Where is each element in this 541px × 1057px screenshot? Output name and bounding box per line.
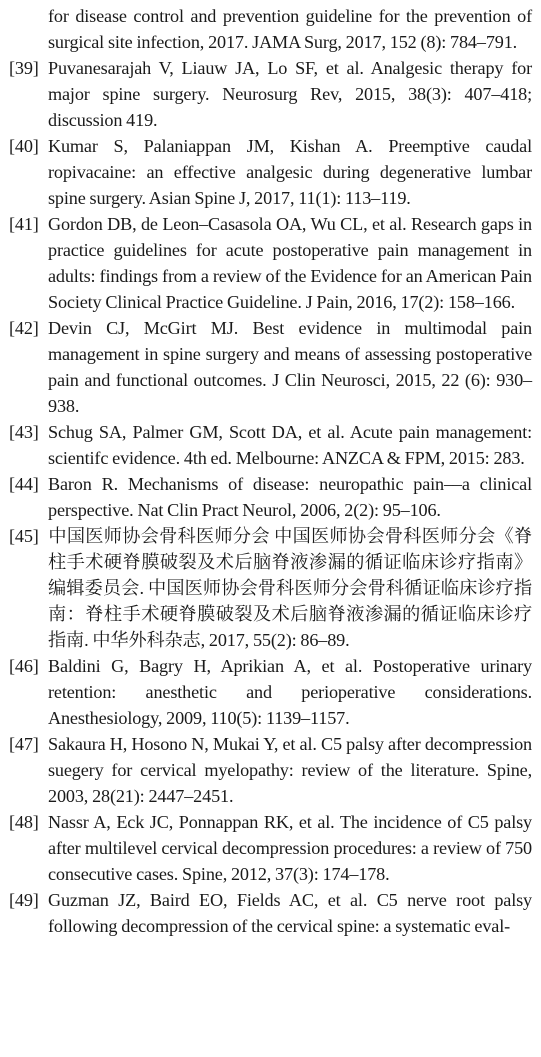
reference-entry-47: [9, 731, 532, 809]
reference-text: Puvanesarajah V, Liauw JA, Lo SF, et al. Analgesic therapy for major spine surgery. Neurosurg Rev, 2015, 38(3): 407–418; discussion 419.: [48, 58, 532, 130]
reference-text: Nassr A, Eck JC, Ponnappan RK, et al. The incidence of C5 palsy after multilevel cervical decompression procedures: a review of 750 consecutive cases. Spine, 2012, 37(3): 174–178.: [48, 812, 532, 884]
reference-entry-46: [9, 653, 532, 731]
reference-text: Sakaura H, Hosono N, Mukai Y, et al. C5 palsy after decompression suegery for cervical myelopathy: review of the literature. Spine, 2003, 28(21): 2447–2451.: [48, 734, 532, 806]
reference-number: [44]: [9, 474, 39, 494]
reference-number: [40]: [9, 136, 39, 156]
reference-number: [41]: [9, 214, 39, 234]
reference-text: Gordon DB, de Leon–Casasola OA, Wu CL, et al. Research gaps in practice guidelines for acute postoperative pain management in adults: findings from a review of the Evidence for an American Pain Society Clinical Practice Guideline. J Pain, 2016, 17(2): 158–166.: [48, 214, 532, 312]
reference-text: Guzman JZ, Baird EO, Fields AC, et al. C5 nerve root palsy following decompression of the cervical spine: a systematic eval-: [48, 890, 532, 936]
reference-entry-43: [9, 419, 532, 471]
reference-number: [49]: [9, 890, 39, 910]
reference-entry-44: [9, 471, 532, 523]
reference-text: for disease control and prevention guideline for the prevention of surgical site infection, 2017. JAMA Surg, 2017, 152 (8): 784–791.: [48, 6, 532, 52]
reference-number: [48]: [9, 812, 39, 832]
reference-text: Baron R. Mechanisms of disease: neuropathic pain––a clinical perspective. Nat Clin Pract Neurol, 2006, 2(2): 95–106.: [48, 474, 532, 520]
reference-number: [46]: [9, 656, 39, 676]
reference-text: Devin CJ, McGirt MJ. Best evidence in multimodal pain management in spine surgery and means of assessing postoperative pain and functional outcomes. J Clin Neurosci, 2015, 22 (6): 930–938.: [48, 318, 532, 416]
reference-text: Schug SA, Palmer GM, Scott DA, et al. Acute pain management: scientifc evidence. 4th ed. Melbourne: ANZCA & FPM, 2015: 283.: [48, 422, 532, 468]
reference-number: [45]: [9, 526, 39, 546]
reference-text: Baldini G, Bagry H, Aprikian A, et al. Postoperative urinary retention: anesthetic and perioperative considerations. Anesthesiology, 2009, 110(5): 1139–1157.: [48, 656, 532, 728]
reference-text: Kumar S, Palaniappan JM, Kishan A. Preemptive caudal ropivacaine: an effective analgesic during degenerative lumbar spine surgery. Asian Spine J, 2017, 11(1): 113–119.: [48, 136, 532, 208]
reference-entry-38-continuation: [9, 3, 532, 55]
reference-number: [43]: [9, 422, 39, 442]
reference-number: [39]: [9, 58, 39, 78]
reference-entry-40: [9, 133, 532, 211]
reference-entry-45: [9, 523, 532, 653]
reference-entry-42: [9, 315, 532, 419]
reference-number: [47]: [9, 734, 39, 754]
reference-number: [42]: [9, 318, 39, 338]
reference-text: 中国医师协会骨科医师分会 中国医师协会骨科医师分会《脊柱手术硬脊膜破裂及术后脑脊液渗漏的循证临床诊疗指南》编辑委员会. 中国医师协会骨科医师分会骨科循证临床诊疗指南：脊柱手术硬脊膜破裂及术后脑脊液渗漏的循证临床诊疗指南. 中华外科杂志, 2017, 55(2): 86–89.: [48, 526, 532, 650]
reference-entry-49: [9, 887, 532, 939]
reference-entry-41: [9, 211, 532, 315]
reference-entry-39: [9, 55, 532, 133]
reference-entry-48: [9, 809, 532, 887]
